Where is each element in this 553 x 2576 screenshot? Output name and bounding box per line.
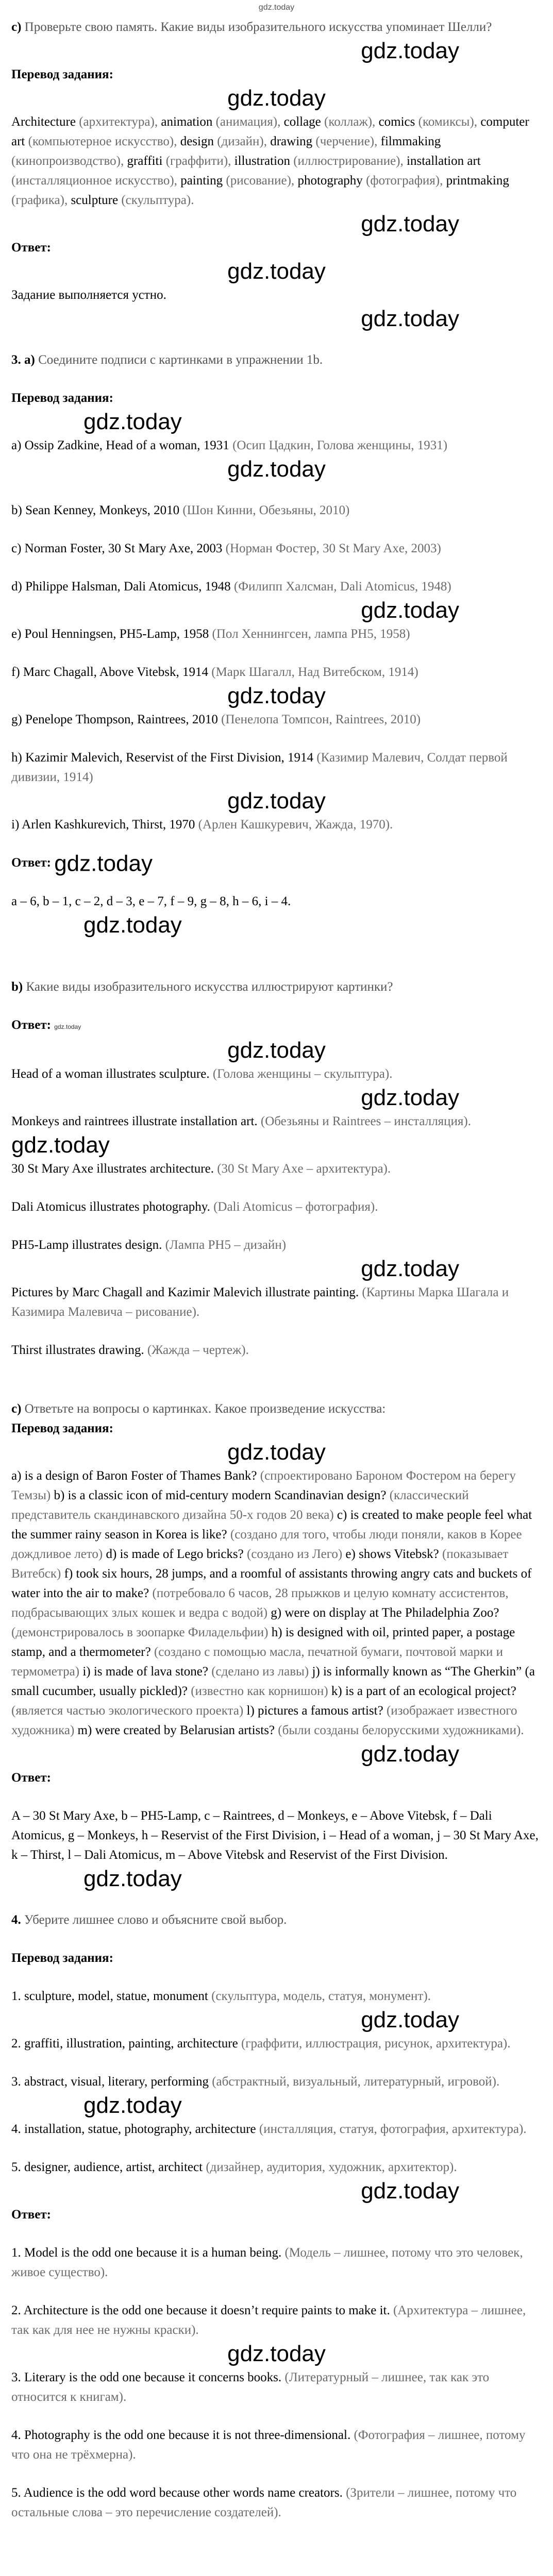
ex3b-item: PH5-Lamp illustrates design. (Лампа PH5 – дизайн)	[11, 1238, 287, 1252]
watermark: gdz.today	[227, 86, 326, 111]
watermark: gdz.today	[361, 38, 459, 63]
ex3c-answer: A – 30 St Mary Axe, b – PH5-Lamp, c – Raintrees, d – Monkeys, e – Above Vitebsk, f – Dali Atomicus, g – Monkeys, h – Reservist of the First Division, i – Head of a woman, j – 30 St Mary Axe, k – Thirst, l – Dali Atomicus, m – Above Vitebsk and Reservist of the First Division.	[11, 1809, 539, 1862]
watermark: gdz.today	[361, 598, 459, 623]
ex4-question: 4. Уберите лишнее слово и объясните свой выбор.	[11, 1913, 287, 1927]
watermark: gdz.today	[227, 259, 326, 284]
ex4-item: 2. graffiti, illustration, painting, architecture (граффити, иллюстрация, рисунок, архитектура).	[11, 2037, 511, 2051]
c1-translation-header: Перевод задания:	[11, 67, 113, 81]
top-watermark: gdz.today	[258, 3, 295, 12]
watermark: gdz.today	[361, 1741, 459, 1767]
ex3a-answer: a – 6, b – 1, c – 2, d – 3, e – 7, f – 9, g – 8, h – 6, i – 4.	[11, 894, 291, 909]
ex4-answer: 4. Photography is the odd one because it is not three-dimensional. (Фотография – лишнее, потому что она не трёхмерна).	[11, 2428, 526, 2462]
ex4-item: 4. installation, statue, photography, architecture (инсталляция, статуя, фотография, архитектура).	[11, 2122, 527, 2137]
ex3a-item: g) Penelope Thompson, Raintrees, 2010 (Пенелопа Томпсон, Raintrees, 2010)	[11, 713, 421, 726]
watermark: gdz.today	[361, 2178, 459, 2204]
ex3a-item: h) Kazimir Malevich, Reservist of the First Division, 1914 (Казимир Малевич, Солдат первой дивизии, 1914)	[11, 751, 508, 784]
ex3a-item: i) Arlen Kashkurevich, Thirst, 1970 (Арлен Кашкуревич, Жажда, 1970).	[11, 818, 393, 832]
ex3b-item: Monkeys and raintrees illustrate installation art. (Обезьяны и Raintrees – инсталляция).	[11, 1114, 471, 1129]
ex4-translation-header: Перевод задания:	[11, 1951, 113, 1965]
watermark: gdz.today	[83, 912, 182, 938]
watermark: gdz.today	[361, 2007, 459, 2033]
ex3b-question: b) Какие виды изобразительного искусства иллюстрируют картинки?	[11, 980, 393, 994]
c1-answer: Задание выполняется устно.	[11, 288, 166, 302]
ex3a-answer-line: Ответ: gdz.today	[11, 851, 153, 876]
watermark: gdz.today	[54, 851, 153, 876]
ex4-answer: 1. Model is the odd one because it is a human being. (Модель – лишнее, потому что это человек, живое существо).	[11, 2246, 523, 2280]
ex3a-item: f) Marc Chagall, Above Vitebsk, 1914 (Марк Шагалл, Над Витебском, 1914)	[11, 665, 418, 679]
watermark: gdz.today	[11, 1132, 110, 1158]
ex3c-answer-header: Ответ:	[11, 1771, 51, 1785]
ex4-item: 1. sculpture, model, statue, monument (скульптура, модель, статуя, монумент).	[11, 1989, 431, 2004]
ex3b-item: Pictures by Marc Chagall and Kazimir Malevich illustrate painting. (Картины Марка Шагала и Казимира Малевича – рисование).	[11, 1285, 509, 1319]
ex4-item: 5. designer, audience, artist, architect (дизайнер, аудитория, художник, архитектор).	[11, 2160, 457, 2175]
watermark: gdz.today	[83, 1866, 182, 1892]
ex3a-item: b) Sean Kenney, Monkeys, 2010 (Шон Кинни, Обезьяны, 2010)	[11, 503, 350, 517]
ex3a-translation-header: Перевод задания:	[11, 391, 113, 405]
watermark: gdz.today	[227, 683, 326, 708]
watermark: gdz.today	[227, 1439, 326, 1465]
ex3a-item: c) Norman Foster, 30 St Mary Axe, 2003 (Норман Фостер, 30 St Mary Axe, 2003)	[11, 541, 441, 555]
ex3b-item: Head of a woman illustrates sculpture. (Голова женщины – скульптура).	[11, 1067, 393, 1081]
ex3a-question: 3. a) Соедините подписи с картинками в упражнении 1b.	[11, 353, 323, 367]
ex3c-question: c) Ответьте на вопросы о картинках. Какое произведение искусства:	[11, 1402, 386, 1416]
watermark: gdz.today	[227, 1038, 326, 1063]
ex3a-item: a) Ossip Zadkine, Head of a woman, 1931 (Осип Цадкин, Голова женщины, 1931)	[11, 438, 448, 452]
ex3a-item: d) Philippe Halsman, Dali Atomicus, 1948 (Филипп Халсман, Dali Atomicus, 1948)	[11, 580, 451, 594]
ex3b-item: 30 St Mary Axe illustrates architecture. (30 St Mary Axe – архитектура).	[11, 1162, 391, 1176]
watermark: gdz.today	[361, 1085, 459, 1111]
ex4-answer: 3. Literary is the odd one because it concerns books. (Литературный – лишнее, так как это относится к книгам).	[11, 2370, 490, 2404]
watermark-small: gdz.today	[54, 1023, 81, 1031]
watermark: gdz.today	[361, 306, 459, 331]
watermark: gdz.today	[361, 211, 459, 236]
watermark: gdz.today	[227, 2341, 326, 2367]
ex4-item: 3. abstract, visual, literary, performing (абстрактный, визуальный, литературный, игровой).	[11, 2075, 500, 2089]
c1-translation: Architecture (архитектура), animation (анимация), collage (коллаж), comics (комиксы), computer art (компьютерное искусство), design (дизайн), drawing (черчение), filmmaking (кинопроизводство), graffiti (граффити), illustration (иллюстрирование), installation art (инсталляционное искусство), painting (рисование), photography (фотография), printmaking (графика), sculpture (скульптура).	[11, 115, 529, 207]
watermark: gdz.today	[83, 409, 182, 434]
ex3b-item: Thirst illustrates drawing. (Жажда – чертеж).	[11, 1343, 249, 1358]
ex4-answer-header: Ответ:	[11, 2208, 51, 2222]
watermark: gdz.today	[83, 2093, 182, 2119]
ex4-answer: 5. Audience is the odd word because other words name creators. (Зрители – лишнее, потому что остальные слова – это перечисление создателей).	[11, 2486, 517, 2520]
ex3c-translation: a) is a design of Baron Foster of Thames Bank? (спроектировано Бароном Фостером на берегу Темзы) b) is a classic icon of mid-century modern Scandinavian design? (классический представитель скандинавского дизайна 50-х годов 20 века) c) is created to make people feel what the summer rainy season in Korea is like? (создано для того, чтобы люди поняли, каков в Корее дождливое лето) d) is made of Lego bricks? (создано из Лего) e) shows Vitebsk? (показывает Витебск) f) took six hours, 28 jumps, and a roomful of assistants throwing angry cats and buckets of water into the air to make? (потребовало 6 часов, 28 прыжков и целую комнату ассистентов, подбрасывающих злых кошек и ведра с водой) g) were on display at The Philadelphia Zoo? (демонстрировалось в зоопарке Филадельфии) h) is designed with oil, printed paper, a postage stamp, and a thermometer? (создано с помощью масла, печатной бумаги, почтовой марки и термометра) i) is made of lava stone? (сделано из лавы) j) is informally known as “The Gherkin” (a small cucumber, usually pickled)? (известно как корнишон) k) is a part of an ecological project? (является частью экологического проекта) l) pictures a famous artist? (изображает известного художника) m) were created by Belarusian artists? (были созданы белорусскими художниками).	[11, 1469, 535, 1738]
c1-answer-header: Ответ:	[11, 241, 51, 255]
watermark: gdz.today	[227, 456, 326, 482]
ex3b-item: Dali Atomicus illustrates photography. (Dali Atomicus – фотография).	[11, 1200, 378, 1214]
ex4-answer: 2. Architecture is the odd one because it doesn’t require paints to make it. (Архитектура – лишнее, так как для нее не нужны краски).	[11, 2303, 526, 2337]
watermark: gdz.today	[227, 788, 326, 814]
ex3b-answer-header: Ответ: gdz.today	[11, 1018, 81, 1032]
ex3c-translation-header: Перевод задания:	[11, 1421, 113, 1436]
ex3a-item: e) Poul Henningsen, PH5-Lamp, 1958 (Пол Хеннингсен, лампа PH5, 1958)	[11, 627, 410, 641]
watermark: gdz.today	[361, 1256, 459, 1282]
c1-question: c) Проверьте свою память. Какие виды изобразительного искусства упоминает Шелли?	[11, 20, 492, 34]
